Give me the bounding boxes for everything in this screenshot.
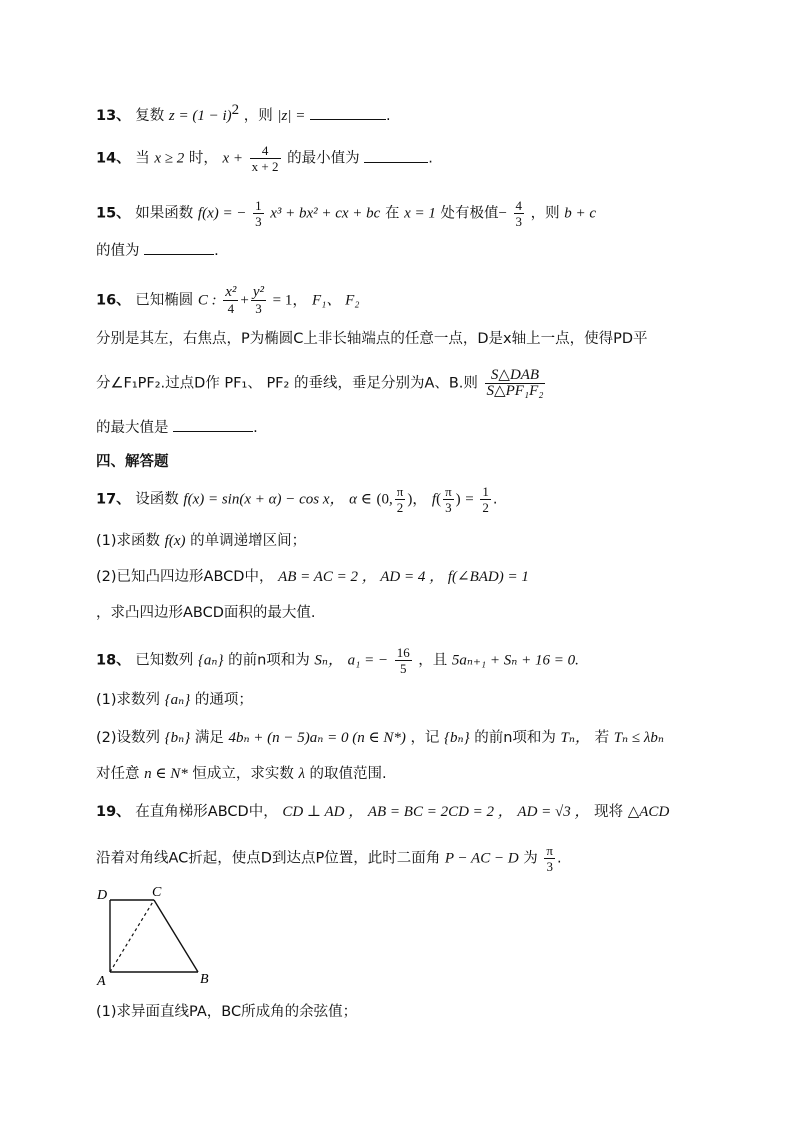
question-18-part1: (1)求数列 {aₙ} 的通项；: [96, 692, 253, 708]
question-16-line2: 分别是其左，右焦点，P为椭圆C上非长轴端点的任意一点，D是x轴上一点，使得PD平: [96, 331, 648, 347]
fraction: $\frac{\pi}{3}$: [445, 484, 452, 515]
question-17-part1: (1)求函数 f(x) 的单调递增区间；: [96, 533, 307, 549]
question-18: 18、 已知数列 {aₙ} 的前n项和为 Sₙ， a₁ = − $\frac{16}{5}$ ，且 5aₙ₊₁ + Sₙ + 16 = 0.: [96, 645, 579, 676]
question-13: 13、 复数 $z = (1 - i)^2$ ，则 |z| = .: [96, 102, 391, 124]
question-16-line3: 分∠F₁PF₂.过点D作 PF₁、 PF₂ 的垂线，垂足分别为A、B.则 $\frac{\text{S△DAB}}{\text{S△PF₁F₂}}$: [96, 367, 544, 399]
answer-blank[interactable]: [144, 240, 214, 255]
question-16-line4: 的最大值是 .: [96, 417, 258, 438]
question-17-part2: (2)已知凸四边形ABCD中， AB = AC = 2 ， AD = 4 ， f(∠BAD) = 1: [96, 569, 529, 585]
fraction: $\frac{\pi}{3}$: [546, 843, 553, 874]
fraction: $\frac{1}{2}$: [482, 484, 489, 515]
area-ratio-fraction: $\frac{\text{S△DAB}}{\text{S△PF₁F₂}}$: [486, 367, 544, 399]
label-a: A: [97, 974, 106, 989]
answer-blank[interactable]: [310, 105, 386, 120]
question-15: 15、 如果函数 f(x) = − $\frac{1}{3}$ x³ + bx² + cx + bc 在 x = 1 处有极值− $\frac{4}{3}$ ，则 b + c: [96, 198, 597, 229]
question-18-part2-line2: 对任意 n ∈ N* 恒成立，求实数 λ 的取值范围.: [96, 766, 387, 782]
question-15-line2: 的值为 .: [96, 240, 219, 261]
fraction: $\frac{\pi}{2}$: [396, 484, 404, 515]
fraction: $\frac{4}{x + 2}$: [251, 143, 279, 174]
diagonal-ac: [110, 900, 154, 972]
side-cb: [154, 900, 198, 972]
answer-blank[interactable]: [173, 417, 253, 432]
question-19: 19、 在直角梯形ABCD中， CD ⊥ AD ， AB = BC = 2CD = 2 ， AD = √3 ， 现将 △ACD: [96, 804, 670, 820]
label-c: C: [152, 885, 162, 900]
question-16: 16、 已知椭圆 C : $\frac{\text{x²}}{4}$ + $\frac{\text{y²}}{3}$ = 1， F₁、 F₂: [96, 284, 360, 316]
question-17: 17、 设函数 f(x) = sin(x + α) − cos x， α ∈ (0, $\frac{\pi}{2}$ )， f( $\frac{\pi}{3}$ ) = $\frac{1}{2}$ .: [96, 484, 498, 515]
trapezoid-figure: [94, 880, 224, 992]
question-19-line2: 沿着对角线AC折起，使点D到达点P位置，此时二面角 P − AC − D 为 $\frac{\pi}{3}$ .: [96, 843, 562, 874]
section-heading: 四、解答题: [96, 454, 169, 470]
answer-blank[interactable]: [364, 148, 428, 163]
fraction: $\frac{16}{5}$: [396, 645, 410, 676]
label-b: B: [200, 972, 209, 987]
question-17-part2-line2: ，求凸四边形ABCD面积的最大值.: [96, 605, 316, 621]
label-d: D: [97, 888, 108, 903]
question-18-part2: (2)设数列 {bₙ} 满足 4bₙ + (n − 5)aₙ = 0 (n ∈ N*) ，记 {bₙ} 的前n项和为 Tₙ， 若 Tₙ ≤ λbₙ: [96, 730, 664, 746]
question-19-part1: (1)求异面直线PA，BC所成角的余弦值；: [96, 1004, 358, 1020]
fraction: $\frac{\text{x²}}{4}$: [225, 284, 237, 316]
fraction: $\frac{4}{3}$: [515, 198, 523, 229]
fraction: $\frac{\text{y²}}{3}$: [252, 284, 265, 316]
fraction: $\frac{1}{3}$: [255, 198, 262, 229]
question-14: 14、 当 x ≥ 2 时， x + $\frac{4}{x + 2}$ 的最小值为 .: [96, 143, 433, 174]
